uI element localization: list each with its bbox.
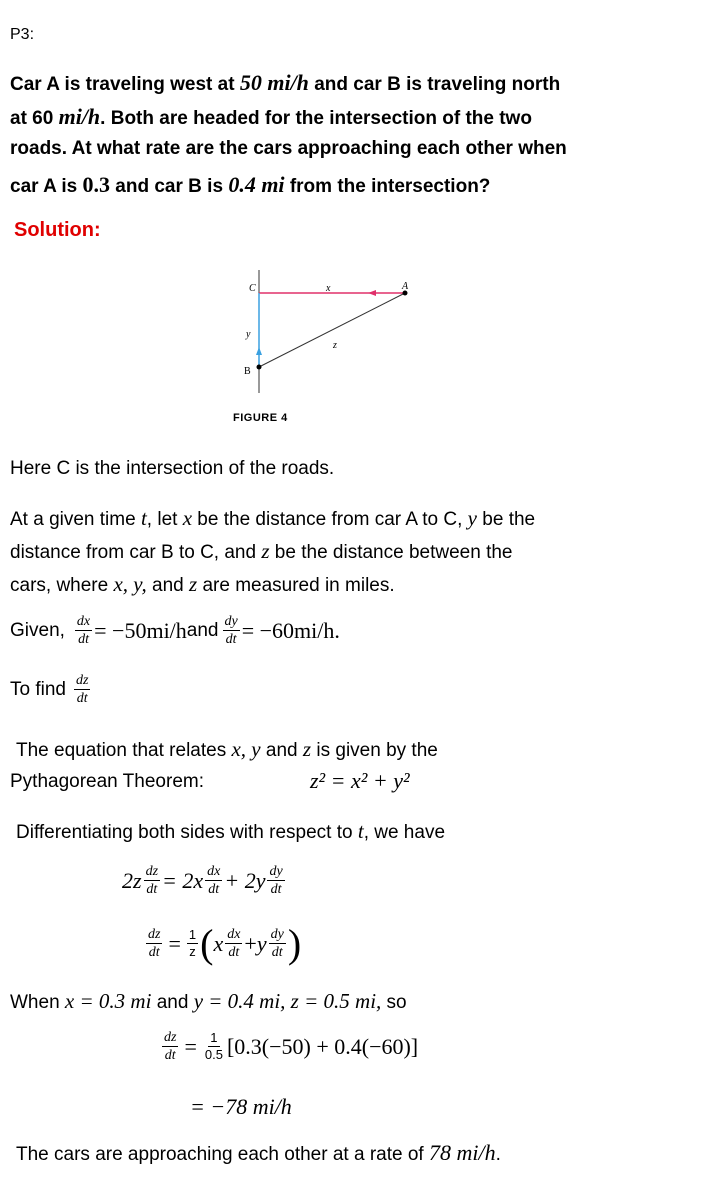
given-dy-dt: $\frac{dy}{dt}$ (224, 614, 238, 648)
problem-line-3: roads. At what rate are the cars approaching each other when (10, 138, 567, 159)
label-b: B (244, 366, 251, 377)
eq1-dz-dt: $\frac{dz}{dt}$ (145, 864, 159, 898)
eq2-dz-dt: $\frac{dz}{dt}$ (148, 926, 161, 960)
arrow-west-icon (368, 290, 376, 296)
arrow-north-icon (256, 347, 262, 355)
eq1-dy-dt: $\frac{dy}{dt}$ (269, 864, 283, 898)
problem-label: P3: (10, 26, 35, 43)
equation-3: $\frac{dz}{dt}$ = $\frac{1}{0.5}$ [0.3(−50) + 0.4(−60)] (164, 1030, 419, 1064)
eq3-one-over-half: $\frac{1}{0.5}$ (204, 1030, 223, 1063)
problem-line-2: at 60 mi/h. Both are headed for the intersection of the two (10, 104, 532, 129)
given-line: Given, $\frac{dx}{dt}$ = −50mi/h and $\frac{dy}{dt}$ = −60mi/h. (10, 614, 340, 648)
label-z: z (333, 340, 337, 351)
definition-line-1: At a given time t, let x be the distance from car A to C, y be the (10, 506, 536, 530)
pythagorean-equation: z² = x² + y² (310, 768, 410, 793)
car-b-dot (257, 365, 262, 370)
equation-4: = −78 mi/h (190, 1094, 292, 1119)
differentiating-line: Differentiating both sides with respect to t, we have (16, 819, 446, 843)
solution-label: Solution: (14, 219, 101, 241)
eq2-dy-dt: $\frac{dy}{dt}$ (270, 926, 284, 960)
problem-line-1: Car A is traveling west at 50 mi/h and car B is traveling north (10, 70, 561, 95)
conclusion-line: The cars are approaching each other at a rate of 78 mi/h. (16, 1140, 501, 1165)
definition-line-2: distance from car B to C, and z be the distance between the (10, 539, 513, 563)
eq3-dz-dt: $\frac{dz}{dt}$ (164, 1030, 177, 1064)
definition-line-3: cars, where x, y, and z are measured in miles. (10, 572, 395, 596)
pythagorean-label: Pythagorean Theorem: (10, 771, 204, 792)
label-x: x (326, 283, 331, 294)
eq1-dx-dt: $\frac{dx}{dt}$ (207, 864, 221, 898)
relates-line: The equation that relates x, y and z is given by the (16, 737, 438, 761)
intersection-text: Here C is the intersection of the roads. (10, 458, 335, 479)
eq2-one-over-z: $\frac{1}{z}$ (188, 926, 197, 959)
problem-line-4: car A is 0.3 and car B is 0.4 mi from the intersection? (10, 172, 491, 197)
figure-caption: FIGURE 4 (233, 412, 288, 424)
label-a: A (402, 281, 409, 292)
equation-1: 2z $\frac{dz}{dt}$ = 2x $\frac{dx}{dt}$ + 2y $\frac{dy}{dt}$ (122, 864, 283, 898)
to-find-line: To find $\frac{dz}{dt}$ (10, 673, 89, 707)
label-c: C (249, 283, 256, 294)
given-dx-dt: $\frac{dx}{dt}$ (76, 614, 91, 648)
hypotenuse-z (259, 293, 405, 367)
figure-4 (220, 265, 420, 435)
tofind-dz-dt: $\frac{dz}{dt}$ (75, 673, 89, 707)
eq2-dx-dt: $\frac{dx}{dt}$ (227, 926, 241, 960)
label-y: y (246, 329, 251, 340)
when-line: When x = 0.3 mi and y = 0.4 mi, z = 0.5 mi, so (10, 989, 407, 1013)
equation-2: $\frac{dz}{dt}$ = $\frac{1}{z}$ ( x $\frac{dx}{dt}$ + y $\frac{dy}{dt}$ ) (148, 921, 302, 966)
